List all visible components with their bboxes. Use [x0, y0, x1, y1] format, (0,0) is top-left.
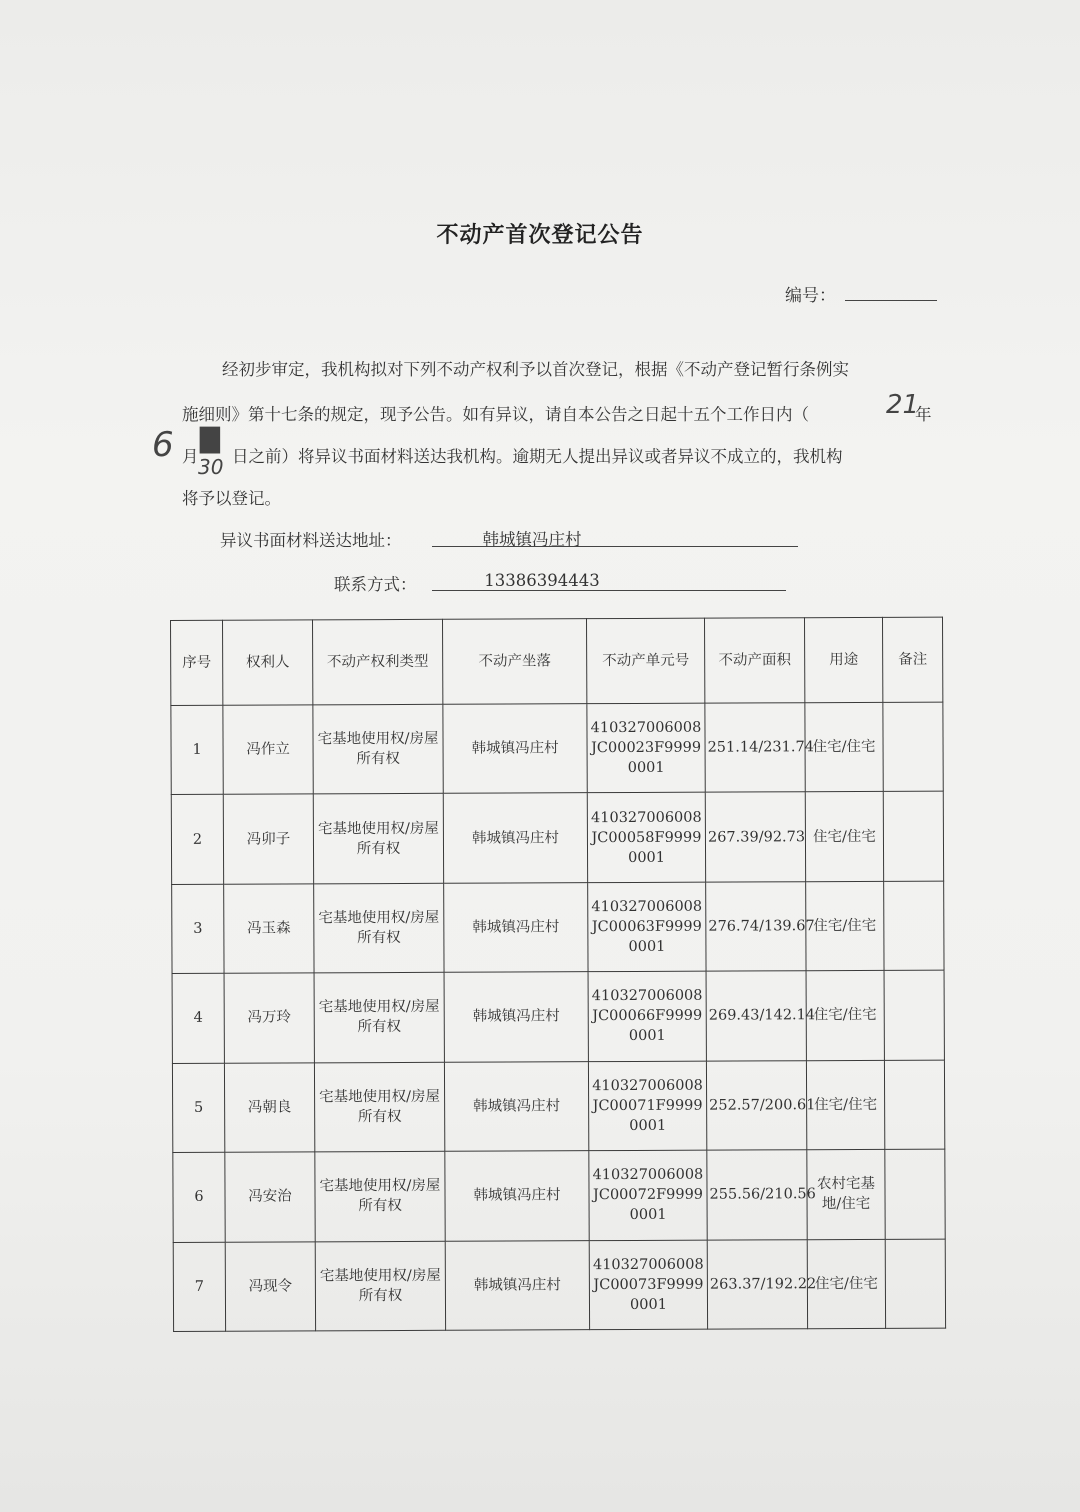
cell-owner: 冯万玲	[224, 973, 314, 1063]
cell-right-type: 宅基地使用权/房屋所有权	[313, 794, 443, 884]
body-line-1: 经初步审定，我机构拟对下列不动产权利予以首次登记，根据《不动产登记暂行条例实	[222, 360, 849, 379]
cell-no: 2	[171, 795, 223, 885]
header-right-type: 不动产权利类型	[313, 619, 443, 705]
cell-location: 韩城镇冯庄村	[444, 1061, 588, 1151]
contact-value: 13386394443	[484, 571, 600, 590]
cell-area: 269.43/142.14	[706, 971, 806, 1061]
table-row	[173, 1149, 945, 1242]
cell-owner: 冯玉森	[224, 884, 314, 974]
cell-note	[884, 881, 944, 971]
cell-unit-no: 410327006008JC00072F99990001	[589, 1150, 707, 1240]
serial-number-blank	[845, 300, 937, 301]
handwritten-day: 30	[198, 455, 224, 479]
cell-note	[883, 702, 943, 792]
cell-no: 1	[171, 705, 223, 795]
cell-unit-no: 410327006008JC00066F99990001	[588, 971, 706, 1061]
cell-use: 农村宅基地/住宅	[807, 1149, 885, 1239]
cell-note	[884, 1060, 944, 1150]
handwritten-year: 21	[886, 390, 920, 420]
cell-note	[885, 1239, 945, 1329]
cell-unit-no: 410327006008JC00063F99990001	[588, 882, 706, 972]
cell-location: 韩城镇冯庄村	[444, 972, 588, 1062]
cell-use: 住宅/住宅	[805, 702, 883, 792]
header-area: 不动产面积	[704, 618, 804, 703]
table-row	[172, 970, 944, 1063]
cell-unit-no: 410327006008JC00058F99990001	[587, 793, 705, 883]
handwritten-month: 6	[152, 425, 174, 465]
cell-right-type: 宅基地使用权/房屋所有权	[314, 883, 444, 973]
cell-area: 255.56/210.56	[707, 1150, 807, 1240]
cell-area: 267.39/92.73	[705, 792, 805, 882]
table-row	[172, 1060, 944, 1153]
header-location: 不动产坐落	[442, 619, 586, 705]
cell-owner: 冯安治	[225, 1152, 315, 1242]
body-line-2: 施细则》第十七条的规定，现予公告。如有异议，请自本公告之日起十五个工作日内（	[182, 405, 809, 424]
cell-note	[884, 970, 944, 1060]
cell-unit-no: 410327006008JC00023F99990001	[587, 703, 705, 793]
cell-unit-no: 410327006008JC00073F99990001	[589, 1240, 707, 1330]
cell-right-type: 宅基地使用权/房屋所有权	[313, 704, 443, 794]
body-line-3: 日之前）将异议书面材料送达我机构。逾期无人提出异议或者异议不成立的，我机构	[232, 447, 843, 466]
cell-no: 6	[173, 1152, 225, 1242]
cell-use: 住宅/住宅	[806, 1060, 884, 1150]
cell-no: 3	[172, 884, 224, 974]
cell-area: 252.57/200.61	[706, 1060, 806, 1150]
cell-right-type: 宅基地使用权/房屋所有权	[315, 1241, 445, 1331]
cell-unit-no: 410327006008JC00071F99990001	[588, 1061, 706, 1151]
cell-location: 韩城镇冯庄村	[443, 704, 587, 794]
cell-area: 263.37/192.22	[707, 1239, 807, 1329]
serial-number-label: 编号：	[785, 286, 836, 306]
contact-label: 联系方式：	[334, 575, 417, 594]
cell-no: 7	[173, 1242, 225, 1332]
cell-note	[885, 1149, 945, 1239]
header-note: 备注	[882, 617, 942, 702]
cell-location: 韩城镇冯庄村	[445, 1240, 589, 1330]
cell-right-type: 宅基地使用权/房屋所有权	[314, 973, 444, 1063]
address-label: 异议书面材料送达地址：	[220, 531, 402, 550]
cell-area: 276.74/139.67	[706, 882, 806, 972]
cell-owner: 冯朝良	[224, 1063, 314, 1153]
table-row	[171, 792, 943, 885]
table-row	[172, 881, 944, 974]
cell-use: 住宅/住宅	[806, 971, 884, 1061]
handwritten-struck-day: ▇	[200, 424, 220, 454]
header-use: 用途	[804, 617, 882, 702]
cell-owner: 冯作立	[223, 705, 313, 795]
cell-use: 住宅/住宅	[805, 792, 883, 882]
document-title: 不动产首次登记公告	[436, 223, 644, 248]
cell-location: 韩城镇冯庄村	[444, 883, 588, 973]
cell-note	[883, 792, 943, 882]
body-line-2-end: 年	[915, 405, 932, 424]
table-row	[173, 1239, 945, 1332]
body-line-3-month: 月	[182, 447, 199, 466]
cell-location: 韩城镇冯庄村	[445, 1151, 589, 1241]
cell-no: 4	[172, 974, 224, 1064]
contact-underline	[432, 590, 786, 591]
cell-use: 住宅/住宅	[807, 1239, 885, 1329]
cell-area: 251.14/231.74	[705, 703, 805, 793]
table-header-row	[171, 617, 943, 705]
cell-right-type: 宅基地使用权/房屋所有权	[314, 1062, 444, 1152]
address-value: 韩城镇冯庄村	[482, 530, 582, 549]
table-row	[171, 702, 943, 795]
header-unit-no: 不动产单元号	[586, 618, 704, 704]
header-owner: 权利人	[223, 620, 313, 705]
cell-owner: 冯现令	[225, 1241, 315, 1331]
cell-right-type: 宅基地使用权/房屋所有权	[315, 1151, 445, 1241]
body-line-4: 将予以登记。	[182, 489, 281, 508]
registration-table	[170, 617, 946, 1332]
cell-no: 5	[172, 1063, 224, 1153]
cell-owner: 冯卯子	[223, 794, 313, 884]
header-no: 序号	[171, 620, 223, 705]
cell-use: 住宅/住宅	[806, 881, 884, 971]
cell-location: 韩城镇冯庄村	[443, 793, 587, 883]
address-underline	[432, 546, 798, 547]
